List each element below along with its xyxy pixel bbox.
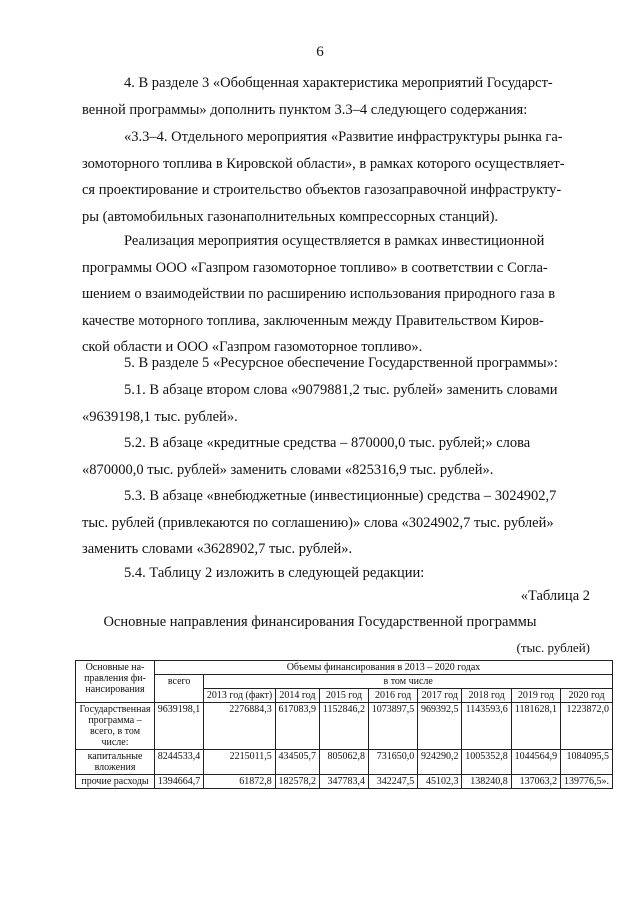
header-year: 2015 год <box>320 689 369 703</box>
paragraph <box>82 483 590 563</box>
cell-value: 1223872,0 <box>561 703 613 750</box>
cell-value: 2276884,3 <box>204 703 276 750</box>
text-line: тыс. рублей (привлекаются по соглашению)» слова «3024902,7 тыс. рублей» <box>82 514 554 531</box>
cell-value: 924290,2 <box>418 750 462 775</box>
text-line: «3.3–4. Отдельного мероприятия «Развитие инфраструктуры рынка га- <box>124 129 563 145</box>
text-line: ры (автомобильных газонаполнительных компрессорных станций). <box>82 208 499 225</box>
cell-value: 347783,4 <box>320 775 369 789</box>
header-year: 2016 год <box>368 689 417 703</box>
header-year: 2014 год <box>275 689 319 703</box>
header-year: 2013 год (факт) <box>204 689 276 703</box>
text-line: «9639198,1 тыс. рублей». <box>82 408 238 425</box>
row-label: Государственная программа – всего, в том числе: <box>76 703 155 750</box>
text-line: 5.2. В абзаце «кредитные средства – 870000,0 тыс. рублей;» слова <box>124 435 531 451</box>
header-year: 2018 год <box>462 689 511 703</box>
row-label: прочие расходы <box>76 775 155 789</box>
paragraph <box>82 350 590 377</box>
cell-value: 138240,8 <box>462 775 511 789</box>
text-line: качестве моторного топлива, заключенным между Правительством Киров- <box>82 312 544 329</box>
cell-value: 1005352,8 <box>462 750 511 775</box>
cell-value: 434505,7 <box>275 750 319 775</box>
header-year: 2017 год <box>418 689 462 703</box>
table-title: Основные направления финансирования Государственной программы <box>103 614 537 630</box>
cell-value: 1044564,9 <box>511 750 560 775</box>
table-caption: «Таблица 2 <box>520 588 590 604</box>
cell-value: 182578,2 <box>275 775 319 789</box>
cell-value: 139776,5». <box>561 775 613 789</box>
cell-value: 1181628,1 <box>511 703 560 750</box>
paragraph <box>82 560 590 587</box>
paragraph <box>82 70 590 123</box>
cell-value: 731650,0 <box>368 750 417 775</box>
text-line: 5. В разделе 5 «Ресурсное обеспечение Государственной программы»: <box>124 355 558 371</box>
text-line: зомоторного топлива в Кировской области», в рамках которого осуществляет- <box>82 155 565 172</box>
cell-value: 1143593,6 <box>462 703 511 750</box>
text-line: 5.4. Таблицу 2 изложить в следующей редакции: <box>124 565 425 581</box>
table-row <box>76 775 613 789</box>
paragraph <box>82 228 590 361</box>
text-line: ской области и ООО «Газпром газомоторное топливо». <box>82 339 423 355</box>
row-label: капитальные вложения <box>76 750 155 775</box>
paragraph <box>82 124 590 230</box>
cell-value: 1084095,5 <box>561 750 613 775</box>
cell-value: 1152846,2 <box>320 703 369 750</box>
header-direction: Основные на-правления фи-нансирования <box>76 661 155 703</box>
cell-value: 969392,5 <box>418 703 462 750</box>
text-line: 4. В разделе 3 «Обобщенная характеристика мероприятий Государст- <box>124 75 553 91</box>
header-group: Объемы финансирования в 2013 – 2020 годах <box>155 661 613 675</box>
header-year: 2020 год <box>561 689 613 703</box>
header-total: всего <box>155 675 204 703</box>
cell-value: 61872,8 <box>204 775 276 789</box>
cell-value: 1073897,5 <box>368 703 417 750</box>
cell-value: 805062,8 <box>320 750 369 775</box>
text-line: венной программы» дополнить пунктом 3.3–4 следующего содержания: <box>82 101 528 118</box>
text-line: программы ООО «Газпром газомоторное топливо» в соответствии с Согла- <box>82 259 548 276</box>
cell-value: 617083,9 <box>275 703 319 750</box>
text-line: шением о взаимодействии по расширению использования природного газа в <box>82 286 556 302</box>
paragraph <box>82 377 590 430</box>
row-total: 1394664,7 <box>155 775 204 789</box>
header-incl: в том числе <box>204 675 613 689</box>
text-line: 5.1. В абзаце втором слова «9079881,2 тыс. рублей» заменить словами <box>124 382 558 398</box>
paragraph <box>82 430 590 483</box>
text-line: 5.3. В абзаце «внебюджетные (инвестиционные) средства – 3024902,7 <box>124 488 557 504</box>
cell-value: 45102,3 <box>418 775 462 789</box>
units-label: (тыс. рублей) <box>516 640 590 655</box>
cell-value: 2215011,5 <box>204 750 276 775</box>
cell-value: 137063,2 <box>511 775 560 789</box>
page-number: 6 <box>316 44 324 60</box>
table-row <box>76 703 613 750</box>
text-line: заменить словами «3628902,7 тыс. рублей». <box>82 541 353 557</box>
header-year: 2019 год <box>511 689 560 703</box>
financing-table <box>75 660 613 789</box>
text-line: ся проектирование и строительство объектов газозаправочной инфраструкту- <box>82 182 562 198</box>
table-row <box>76 750 613 775</box>
text-line: «870000,0 тыс. рублей» заменить словами «825316,9 тыс. рублей». <box>82 461 494 478</box>
row-total: 9639198,1 <box>155 703 204 750</box>
cell-value: 342247,5 <box>368 775 417 789</box>
row-total: 8244533,4 <box>155 750 204 775</box>
text-line: Реализация мероприятия осуществляется в рамках инвестиционной <box>124 233 545 249</box>
